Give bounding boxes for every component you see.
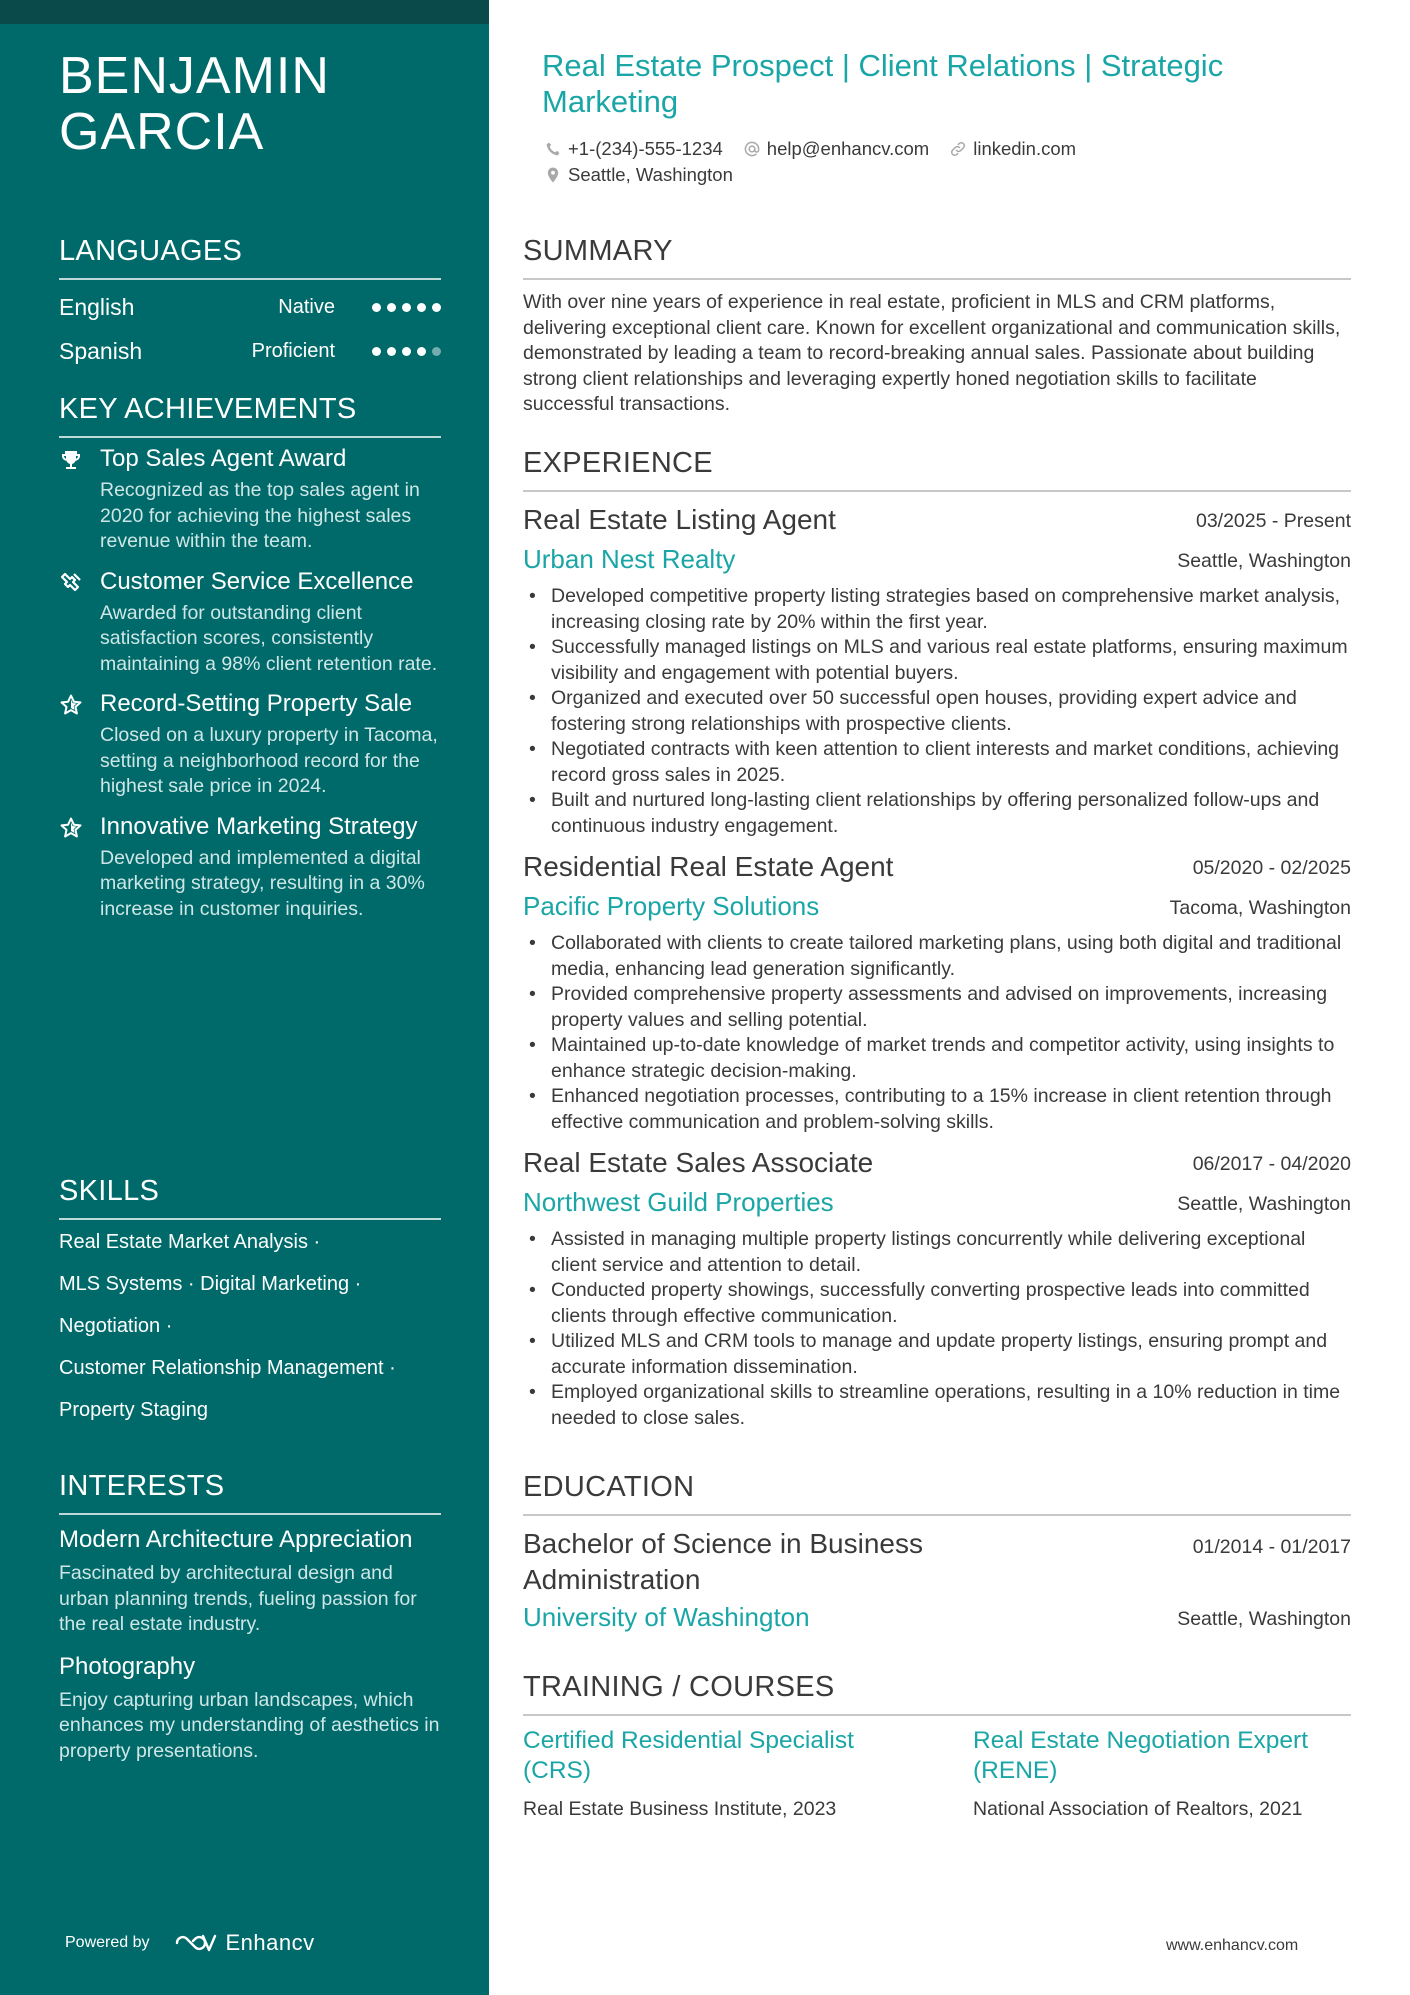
job-bullets <box>523 584 1351 839</box>
achievement-item <box>59 567 441 678</box>
course-title: Certified Residential Specialist (CRS) <box>523 1727 854 1784</box>
contact-location <box>544 164 733 186</box>
job-dates: 06/2017 - 04/2020 <box>1192 1153 1351 1175</box>
language-name: Spanish <box>59 338 143 364</box>
language-name: English <box>59 294 135 320</box>
job-title: Real Estate Sales Associate <box>523 1147 874 1178</box>
education-degree: Bachelor of Science in Business Administration <box>523 1528 923 1595</box>
star-icon <box>59 693 83 717</box>
summary-section <box>523 234 1351 418</box>
job-location: Seattle, Washington <box>1177 550 1351 572</box>
training-section <box>523 1670 1351 1822</box>
achievement-item <box>59 689 441 800</box>
job-company: Northwest Guild Properties <box>523 1187 834 1217</box>
star-icon <box>59 816 83 840</box>
experience-section <box>523 446 1351 1431</box>
location-pin-icon <box>544 166 562 184</box>
interest-description: Fascinated by architectural design and urban planning trends, fueling passion for the real estate industry. <box>59 1562 417 1635</box>
job-dates: 05/2020 - 02/2025 <box>1192 857 1351 879</box>
course-item <box>973 1726 1351 1822</box>
location-text: Seattle, Washington <box>568 164 733 185</box>
course-title: Real Estate Negotiation Expert (RENE) <box>973 1727 1309 1784</box>
job-bullet: • Collaborated with clients to create tailored marketing plans, using both digital and traditional media, enhancing lead generation significantly. <box>523 931 1351 982</box>
job-bullet: • Assisted in managing multiple property listings concurrently while delivering exceptional client service and attention to detail. <box>523 1227 1351 1278</box>
job-bullet: • Conducted property showings, successfully converting prospective leads into committed clients through effective communication. <box>523 1278 1351 1329</box>
contact-linkedin[interactable] <box>949 138 1076 160</box>
job-bullet: • Employed organizational skills to streamline operations, resulting in a 10% reduction in time needed to close sales. <box>523 1380 1351 1431</box>
language-rating <box>372 347 441 356</box>
interest-title: Modern Architecture Appreciation <box>59 1526 413 1553</box>
job-bullet: • Successfully managed listings on MLS and various real estate platforms, ensuring maximum visibility and engagement with potential buyers. <box>523 635 1351 686</box>
course-item <box>523 1726 901 1822</box>
skill-item: Customer Relationship Management · <box>59 1357 396 1379</box>
email-text: help@enhancv.com <box>766 138 930 159</box>
skill-item: MLS Systems · Digital Marketing · <box>59 1273 362 1295</box>
languages-heading: LANGUAGES <box>59 234 441 280</box>
sidebar <box>0 0 489 1995</box>
job-title: Real Estate Listing Agent <box>523 504 836 535</box>
website-link[interactable]: www.enhancv.com <box>1166 1937 1299 1954</box>
job-entry <box>523 502 1351 839</box>
powered-by-label: Powered by <box>65 1934 150 1951</box>
rating-dot <box>417 347 426 356</box>
handshake-icon <box>59 571 83 595</box>
course-provider: National Association of Realtors, 2021 <box>973 1798 1303 1820</box>
job-bullet: • Developed competitive property listing strategies based on comprehensive market analysis, increasing closing rate by 20% within the first year. <box>523 584 1351 635</box>
summary-text: With over nine years of experience in real estate, proficient in MLS and CRM platforms, delivering exceptional client care. Known for excellent organizational and communication skills, demonstrated by leading a team to record-breaking annual sales. Passionate about building strong client relationships and leveraging expertly honed negotiation skills to facilitate successful transactions. <box>523 291 1341 415</box>
experience-heading: EXPERIENCE <box>523 446 1351 492</box>
rating-dot <box>417 303 426 312</box>
interests-section <box>59 1469 441 1764</box>
rating-dot <box>402 347 411 356</box>
rating-dot <box>372 303 381 312</box>
rating-dot <box>432 303 441 312</box>
phone-icon <box>544 140 562 158</box>
achievement-title: Top Sales Agent Award <box>100 445 347 472</box>
achievement-title: Record-Setting Property Sale <box>100 690 413 717</box>
link-icon <box>949 140 967 158</box>
achievement-description: Closed on a luxury property in Tacoma, setting a neighborhood record for the highest sale price in 2024. <box>100 724 438 797</box>
education-school: University of Washington <box>523 1602 810 1632</box>
education-dates: 01/2014 - 01/2017 <box>1192 1536 1351 1558</box>
enhancv-logo[interactable] <box>174 1930 315 1956</box>
job-bullet: • Enhanced negotiation processes, contributing to a 15% increase in client retention through effective communication and problem-solving skills. <box>523 1084 1351 1135</box>
trophy-icon <box>59 448 83 472</box>
at-icon <box>743 140 761 158</box>
achievement-item <box>59 812 441 923</box>
contact-info <box>544 136 1344 188</box>
enhancv-logo-icon <box>174 1931 218 1955</box>
achievement-description: Recognized as the top sales agent in 2020 for achieving the highest sales revenue within the team. <box>100 479 420 552</box>
summary-heading: SUMMARY <box>523 234 1351 280</box>
sidebar-top-bar <box>0 0 489 24</box>
achievements-section <box>59 392 441 922</box>
phone-text: +1-(234)-555-1234 <box>568 138 723 159</box>
contact-email[interactable] <box>743 138 929 160</box>
candidate-name: BENJAMIN GARCIA <box>59 47 330 161</box>
rating-dot <box>402 303 411 312</box>
enhancv-logo-text: Enhancv <box>225 1930 315 1955</box>
job-bullet: • Negotiated contracts with keen attention to client interests and market conditions, achieving record gross sales in 2025. <box>523 737 1351 788</box>
interest-title: Photography <box>59 1652 196 1680</box>
training-heading: TRAINING / COURSES <box>523 1670 1351 1716</box>
achievement-title: Customer Service Excellence <box>100 567 414 595</box>
job-dates: 03/2025 - Present <box>1195 510 1351 532</box>
job-location: Seattle, Washington <box>1177 1193 1351 1215</box>
job-bullet: • Built and nurtured long-lasting client relationships by offering personalized follow-ups and continuous industry engagement. <box>523 788 1351 839</box>
language-row <box>59 284 441 328</box>
education-section <box>523 1470 1351 1640</box>
achievement-item <box>59 444 441 555</box>
linkedin-text: linkedin.com <box>973 138 1077 159</box>
language-row <box>59 328 441 372</box>
job-location: Tacoma, Washington <box>1169 897 1351 919</box>
achievements-heading: KEY ACHIEVEMENTS <box>59 392 441 438</box>
job-bullet: • Provided comprehensive property assessments and advised on improvements, increasing property values and selling potential. <box>523 982 1351 1033</box>
education-location: Seattle, Washington <box>1177 1608 1351 1630</box>
skill-item: Real Estate Market Analysis · <box>59 1231 321 1253</box>
course-provider: Real Estate Business Institute, 2023 <box>523 1798 837 1820</box>
skill-item: Property Staging <box>59 1399 208 1421</box>
interests-heading: INTERESTS <box>59 1469 441 1515</box>
job-bullet: • Utilized MLS and CRM tools to manage and update property listings, ensuring prompt and accurate information dissemination. <box>523 1329 1351 1380</box>
headline: Real Estate Prospect | Client Relations | Strategic Marketing <box>542 48 1224 119</box>
interest-description: Enjoy capturing urban landscapes, which enhances my understanding of aesthetics in property presentations. <box>59 1688 440 1762</box>
language-level: Native <box>278 296 335 318</box>
achievement-title: Innovative Marketing Strategy <box>100 812 418 840</box>
powered-by <box>65 1930 315 1956</box>
job-entry <box>523 849 1351 1135</box>
job-bullets <box>523 931 1351 1135</box>
skills-heading: SKILLS <box>59 1174 441 1220</box>
skills-section <box>59 1174 441 1422</box>
rating-dot <box>387 303 396 312</box>
contact-phone[interactable] <box>544 138 723 160</box>
languages-section <box>59 234 441 372</box>
rating-dot <box>372 347 381 356</box>
achievement-description: Developed and implemented a digital marketing strategy, resulting in a 30% increase in customer inquiries. <box>100 846 425 920</box>
job-bullet: • Maintained up-to-date knowledge of market trends and competitor activity, using insights to enhance strategic decision-making. <box>523 1033 1351 1084</box>
language-level: Proficient <box>251 340 335 362</box>
skill-item: Negotiation · <box>59 1315 173 1337</box>
rating-dot <box>387 347 396 356</box>
rating-dot <box>432 347 441 356</box>
education-heading: EDUCATION <box>523 1470 1351 1516</box>
job-company: Urban Nest Realty <box>523 544 736 574</box>
language-rating <box>372 303 441 312</box>
job-title: Residential Real Estate Agent <box>523 851 894 882</box>
job-company: Pacific Property Solutions <box>523 891 820 921</box>
job-bullets <box>523 1227 1351 1431</box>
job-bullet: • Organized and executed over 50 successful open houses, providing expert advice and fostering strong relationships with prospective clients. <box>523 686 1351 737</box>
job-entry <box>523 1145 1351 1431</box>
achievement-description: Awarded for outstanding client satisfaction scores, consistently maintaining a 98% client retention rate. <box>100 601 438 675</box>
